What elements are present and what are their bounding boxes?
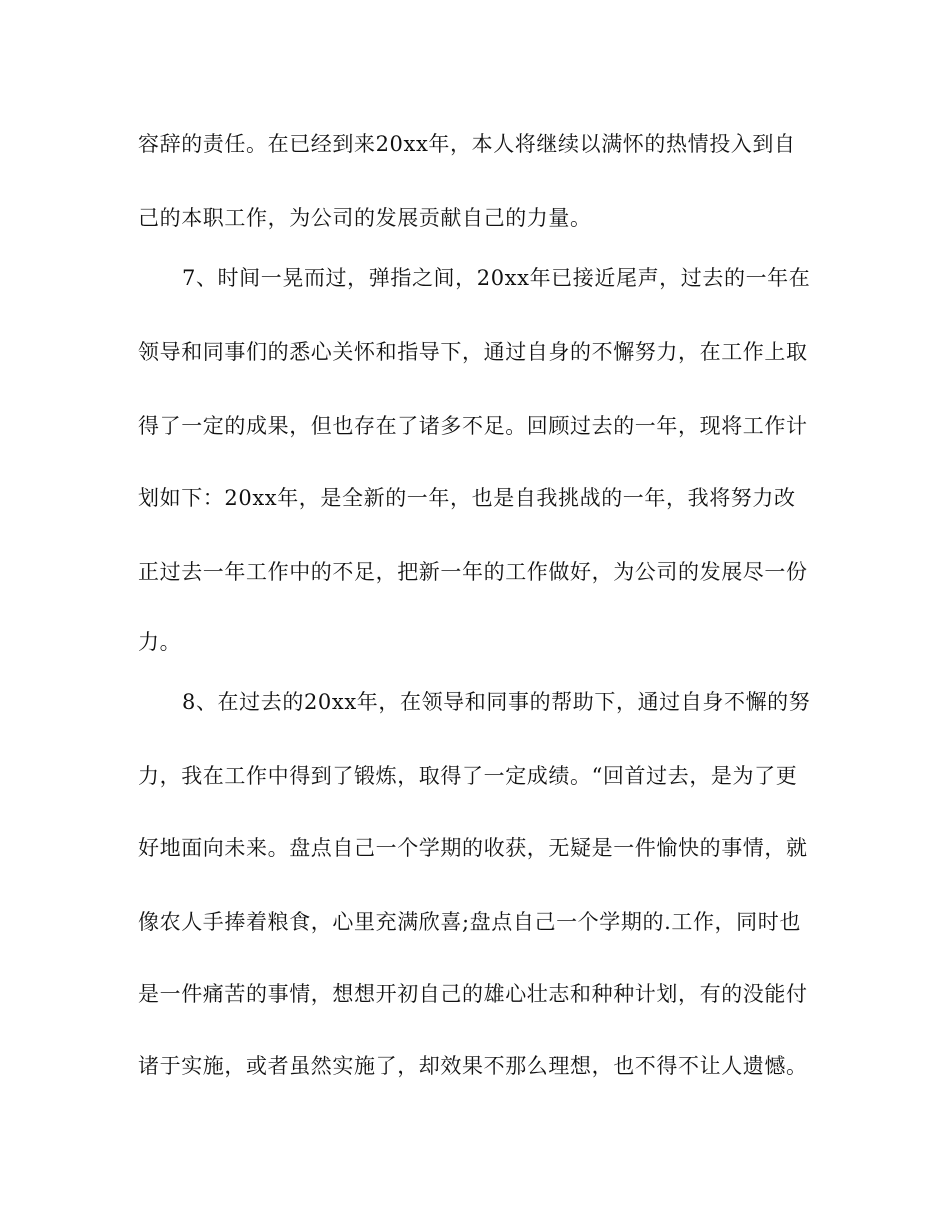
text-line: 容辞的责任。在已经到来20xx年，本人将继续以满怀的热情投入到自: [138, 132, 796, 156]
text-line: 得了一定的成果，但也存在了诸多不足。回顾过去的一年，现将工作计: [138, 414, 808, 438]
text-line: 像农人手捧着粮食，心里充满欣喜;盘点自己一个学期的.工作，同时也: [138, 910, 801, 934]
text-line: 己的本职工作，为公司的发展贡献自己的力量。: [138, 206, 592, 230]
text-line: 力。: [138, 630, 182, 654]
text-line: 领导和同事们的悉心关怀和指导下，通过自身的不懈努力，在工作上取: [138, 340, 808, 364]
paragraph-8-start: 8、在过去的20xx年，在领导和同事的帮助下，通过自身不懈的努: [182, 690, 811, 714]
text-line: 是一件痛苦的事情，想想开初自己的雄心壮志和种种计划，有的没能付: [138, 982, 808, 1006]
text-line: 正过去一年工作中的不足，把新一年的工作做好，为公司的发展尽一份: [138, 560, 808, 584]
text-line: 好地面向未来。盘点自己一个学期的收获，无疑是一件愉快的事情，就: [138, 836, 808, 860]
text-line: 划如下：20xx年，是全新的一年，也是自我挑战的一年，我将努力改: [138, 486, 796, 510]
text-line: 诸于实施，或者虽然实施了，却效果不那么理想，也不得不让人遗憾。: [138, 1054, 808, 1078]
paragraph-7-start: 7、时间一晃而过，弹指之间，20xx年已接近尾声，过去的一年在: [182, 266, 811, 290]
text-line: 力，我在工作中得到了锻炼，取得了一定成绩。“回首过去，是为了更: [138, 764, 798, 788]
